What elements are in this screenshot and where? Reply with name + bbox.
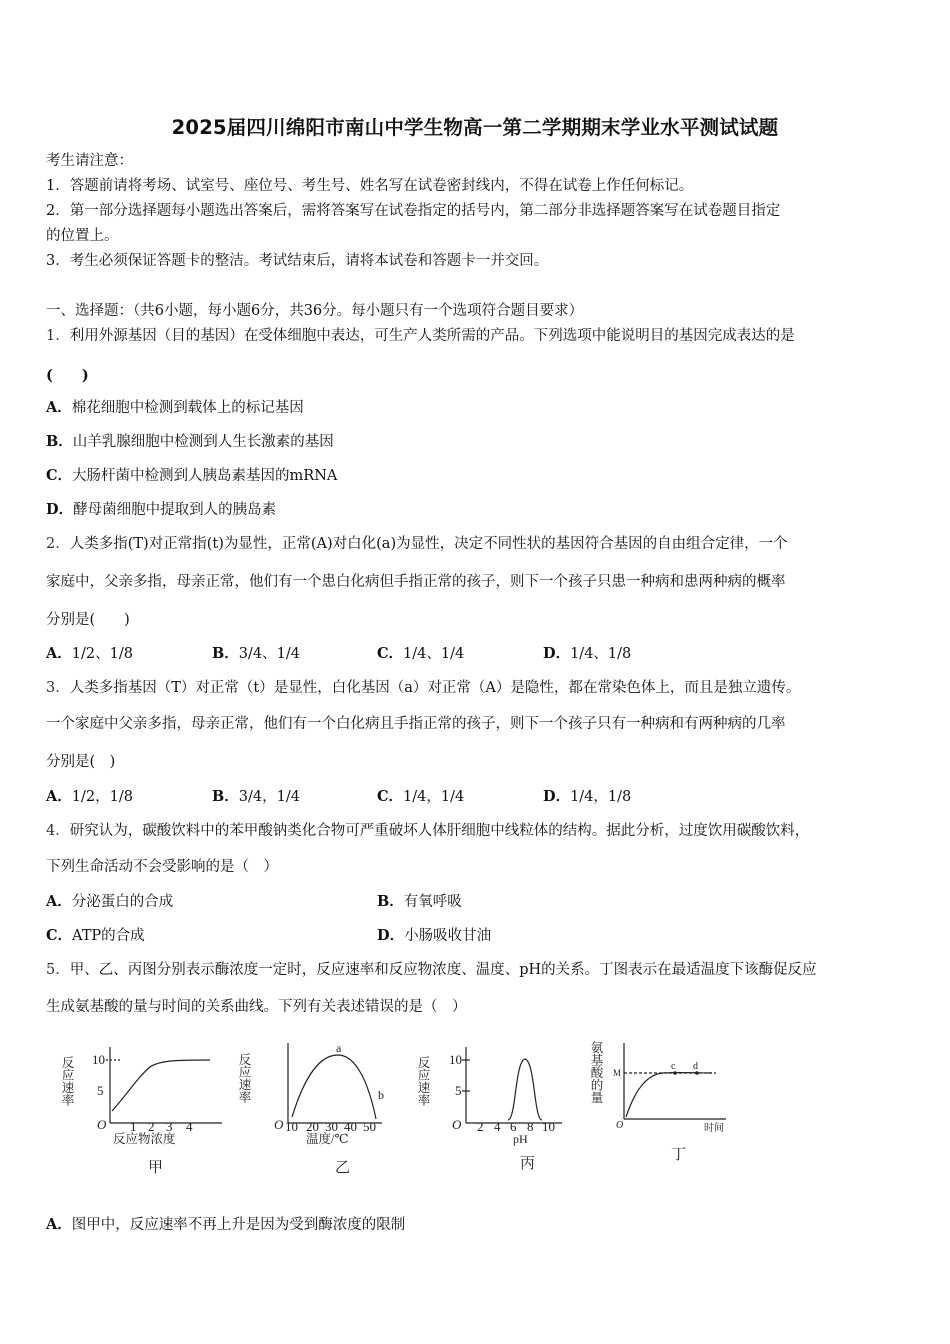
q1-option-a[interactable]: A．棉花细胞中检测到载体上的标记基因	[46, 399, 304, 416]
q2-option-b[interactable]: B．3/4、1/4	[212, 645, 300, 662]
jia-xtick-2: 2	[148, 1119, 155, 1134]
ding-xlabel: 时间	[704, 1123, 724, 1134]
question-1-stem	[46, 326, 795, 346]
q4-option-a[interactable]: A．分泌蛋白的合成	[46, 893, 174, 910]
question-5-stem-line2: 生成氨基酸的量与时间的关系曲线。下列有关表述错误的是（ ）	[46, 999, 467, 1015]
jia-ytick-5: 5	[97, 1083, 104, 1098]
bing-ytick-10: 10	[449, 1052, 462, 1067]
question-text: 人类多指(T)对正常指(t)为显性，正常(A)对白化(a)为显性，决定不同性状的基因符合基因的自由组合定律，一个	[69, 536, 788, 552]
option-letter: B．	[212, 645, 239, 662]
notice-item-1: 1．答题前请将考场、试室号、座位号、考生号、姓名写在试卷密封线内，不得在试卷上作任何标记。	[46, 178, 694, 194]
ding-origin: O	[616, 1120, 624, 1131]
ding-mark-m: M	[613, 1068, 622, 1078]
notice-item-2-cont: 的位置上。	[46, 228, 119, 244]
option-letter: B．	[46, 433, 73, 450]
option-letter: A．	[46, 1216, 72, 1233]
bing-xtick-8: 8	[527, 1119, 534, 1134]
option-letter: C．	[46, 467, 73, 484]
jia-xlabel: 反应物浓度	[113, 1132, 176, 1146]
question-text: 人类多指基因（T）对正常（t）是显性，白化基因（a）对正常（A）是隐性，都在常染色体上，而且是独立遗传。	[69, 680, 801, 696]
question-2-stem	[46, 534, 788, 554]
ding-label-d: d	[693, 1061, 698, 1072]
q4-option-b[interactable]: B．有氧呼吸	[377, 893, 462, 910]
option-letter: B．	[377, 893, 404, 910]
option-letter: D．	[377, 927, 405, 944]
enzyme-figures	[0, 1035, 950, 1185]
jia-xtick-1: 1	[130, 1119, 137, 1134]
bing-xtick-6: 6	[510, 1119, 517, 1134]
ding-label-c: c	[671, 1061, 676, 1072]
question-1-paren: ( )	[46, 367, 89, 384]
yi-xtick-40: 40	[344, 1119, 357, 1134]
q2-option-d[interactable]: D．1/4、1/8	[543, 645, 632, 662]
bing-ytick-5: 5	[455, 1083, 462, 1098]
option-letter: D．	[543, 788, 571, 805]
ding-caption: 丁	[671, 1147, 687, 1163]
q2-option-c[interactable]: C．1/4、1/4	[377, 645, 465, 662]
question-number: 4．	[46, 823, 70, 839]
q3-option-d[interactable]: D．1/4，1/8	[543, 788, 632, 805]
question-number: 2．	[46, 536, 70, 552]
bing-ylabel: 反应速率	[416, 1056, 430, 1106]
bing-origin: O	[452, 1117, 462, 1132]
jia-curve	[112, 1060, 210, 1111]
question-4-stem-line2: 下列生命活动不会受影响的是（ ）	[46, 859, 278, 875]
option-letter: A．	[46, 893, 72, 910]
question-2-stem-line2: 家庭中，父亲多指，母亲正常，他们有一个患白化病但手指正常的孩子，则下一个孩子只患一种病和患两种病的概率	[46, 574, 786, 590]
q2-option-a[interactable]: A．1/2、1/8	[46, 645, 133, 662]
bing-xlabel: pH	[513, 1132, 528, 1146]
bing-xtick-4: 4	[494, 1119, 501, 1134]
question-3-stem-line2: 一个家庭中父亲多指，母亲正常，他们有一个白化病且手指正常的孩子，则下一个孩子只有一种病和有两种病的几率	[46, 716, 786, 732]
yi-xtick-10: 10	[285, 1119, 298, 1134]
question-text: 研究认为，碳酸饮料中的苯甲酸钠类化合物可严重破坏人体肝细胞中线粒体的结构。据此分析，过度饮用碳酸饮料，	[69, 823, 810, 839]
q5-option-a[interactable]: A．图甲中，反应速率不再上升是因为受到酶浓度的限制	[46, 1216, 406, 1233]
yi-point-a: a	[336, 1041, 342, 1055]
question-5-stem	[46, 960, 817, 980]
q4-option-d[interactable]: D．小肠吸收甘油	[377, 927, 492, 944]
bing-xtick-10: 10	[542, 1119, 555, 1134]
q1-option-c[interactable]: C．大肠杆菌中检测到人胰岛素基因的mRNA	[46, 467, 338, 484]
jia-ytick-10: 10	[92, 1052, 105, 1067]
option-letter: C．	[377, 788, 404, 805]
question-3-stem-line3: 分别是( )	[46, 754, 116, 770]
bing-caption: 丙	[520, 1156, 536, 1172]
jia-origin: O	[97, 1117, 107, 1132]
option-letter: D．	[46, 501, 74, 518]
yi-xtick-50: 50	[363, 1119, 376, 1134]
question-number: 1．	[46, 328, 70, 344]
option-letter: C．	[377, 645, 404, 662]
yi-xlabel: 温度/℃	[306, 1132, 349, 1146]
question-4-stem	[46, 821, 809, 841]
question-3-stem	[46, 678, 800, 698]
notice-heading: 考生请注意：	[46, 153, 133, 169]
q1-option-b[interactable]: B．山羊乳腺细胞中检测到人生长激素的基因	[46, 433, 334, 450]
question-text: 利用外源基因（目的基因）在受体细胞中表达，可生产人类所需的产品。下列选项中能说明目的基因完成表达的是	[69, 328, 795, 344]
ding-ylabel: 氨基酸的量	[589, 1041, 603, 1104]
question-2-stem-line3: 分别是( )	[46, 612, 130, 628]
page-title: 2025届四川绵阳市南山中学生物高一第二学期期末学业水平测试试题	[171, 116, 779, 139]
bing-curve	[508, 1059, 542, 1120]
q3-option-a[interactable]: A．1/2，1/8	[46, 788, 133, 805]
bing-xtick-2: 2	[477, 1119, 484, 1134]
jia-ylabel-1: 反应速率	[60, 1056, 74, 1106]
option-letter: A．	[46, 645, 72, 662]
q3-option-b[interactable]: B．3/4，1/4	[212, 788, 300, 805]
q1-option-d[interactable]: D．酵母菌细胞中提取到人的胰岛素	[46, 501, 277, 518]
ding-curve	[626, 1073, 712, 1117]
yi-xtick-20: 20	[306, 1119, 319, 1134]
jia-xtick-3: 3	[166, 1119, 173, 1134]
section-heading: 一、选择题：（共6小题，每小题6分，共36分。每小题只有一个选项符合题目要求）	[46, 303, 584, 319]
yi-caption: 乙	[335, 1160, 351, 1176]
yi-ylabel: 反应速率	[237, 1053, 251, 1103]
yi-origin: O	[274, 1117, 284, 1132]
q4-option-c[interactable]: C．ATP的合成	[46, 927, 145, 944]
option-letter: C．	[46, 927, 73, 944]
notice-item-2: 2．第一部分选择题每小题选出答案后，需将答案写在试卷指定的括号内，第二部分非选择题答案写在试卷题目指定	[46, 203, 781, 219]
option-letter: D．	[543, 645, 571, 662]
jia-caption: 甲	[148, 1160, 164, 1176]
jia-xtick-4: 4	[186, 1119, 193, 1134]
option-letter: A．	[46, 399, 72, 416]
yi-curve	[292, 1055, 376, 1119]
question-number: 3．	[46, 680, 70, 696]
question-number: 5．	[46, 962, 70, 978]
question-text: 甲、乙、丙图分别表示酶浓度一定时，反应速率和反应物浓度、温度、pH的关系。丁图表示在最适温度下该酶促反应	[69, 962, 817, 978]
notice-item-3: 3．考生必须保证答题卡的整洁。考试结束后，请将本试卷和答题卡一并交回。	[46, 253, 549, 269]
option-letter: A．	[46, 788, 72, 805]
q3-option-c[interactable]: C．1/4，1/4	[377, 788, 465, 805]
yi-point-b: b	[378, 1088, 384, 1102]
yi-xtick-30: 30	[325, 1119, 338, 1134]
option-letter: B．	[212, 788, 239, 805]
